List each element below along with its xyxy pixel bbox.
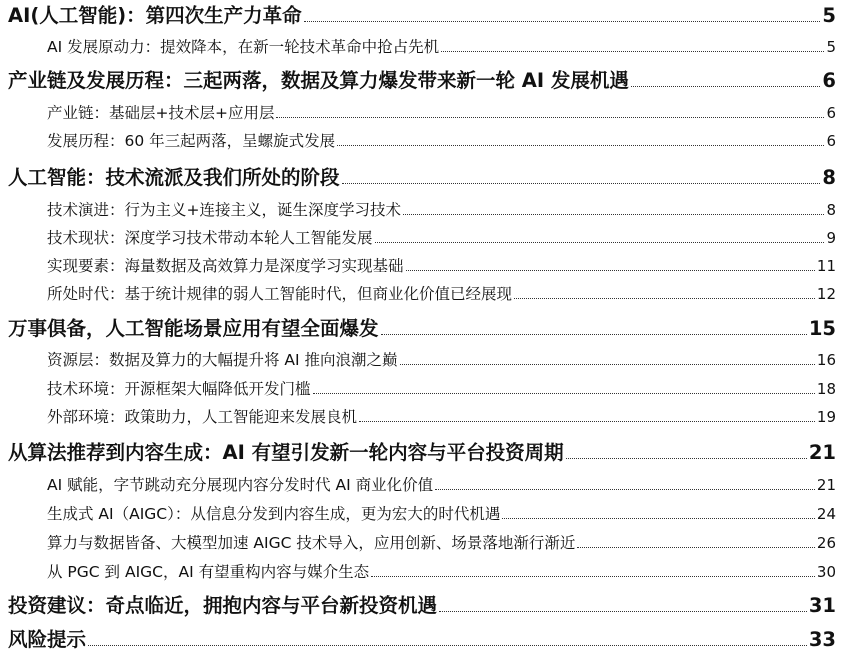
toc-entry-page: 9 [826,229,836,247]
toc-entry-title: 技术现状：深度学习技术带动本轮人工智能发展 [47,229,373,247]
dot-leader [441,51,824,52]
toc-entry-page: 19 [816,408,836,426]
dot-leader [566,458,807,459]
dot-leader [342,183,821,184]
toc-entry-title: AI 赋能，字节跳动充分展现内容分发时代 AI 商业化价值 [47,476,434,494]
toc-entry-level2[interactable] [0,102,855,124]
toc-entry-title: 产业链：基础层+技术层+应用层 [47,104,275,122]
toc-entry-level2[interactable] [0,474,855,496]
toc-entry-page: 11 [816,257,836,275]
toc-entry-title: 从 PGC 到 AIGC，AI 有望重构内容与媒介生态 [47,563,370,581]
toc-entry-title: 技术演进：行为主义+连接主义，诞生深度学习技术 [47,201,401,219]
toc-entry-title: 实现要素：海量数据及高效算力是深度学习实现基础 [47,257,404,275]
dot-leader [381,334,807,335]
dot-leader [375,242,825,243]
toc-entry-page: 16 [816,351,836,369]
toc-entry-title: 从算法推荐到内容生成：AI 有望引发新一轮内容与平台投资周期 [8,441,564,464]
toc-entry-title: AI 发展原动力：提效降本，在新一轮技术革命中抢占先机 [47,38,440,56]
toc-entry-level1[interactable] [0,627,855,653]
toc-entry-level1[interactable] [0,316,855,342]
toc-entry-level2[interactable] [0,561,855,583]
dot-leader [502,518,815,519]
toc-entry-page: 5 [826,38,836,56]
toc-entry-level1[interactable] [0,440,855,466]
toc-entry-page: 15 [808,317,836,340]
toc-entry-title: 生成式 AI（AIGC）：从信息分发到内容生成，更为宏大的时代机遇 [47,505,501,523]
toc-entry-level2[interactable] [0,378,855,400]
toc-entry-level2[interactable] [0,406,855,428]
toc-entry-page: 6 [826,132,836,150]
toc-entry-level2[interactable] [0,532,855,554]
toc-entry-title: 人工智能：技术流派及我们所处的阶段 [8,166,340,189]
toc-entry-level1[interactable] [0,165,855,191]
dot-leader [577,547,815,548]
toc-entry-page: 8 [826,201,836,219]
toc-entry-level1[interactable] [0,593,855,619]
toc-entry-title: AI(人工智能)：第四次生产力革命 [8,4,302,27]
toc-entry-level2[interactable] [0,349,855,371]
toc-entry-page: 6 [826,104,836,122]
toc-entry-page: 12 [816,285,836,303]
toc-entry-title: 万事俱备，人工智能场景应用有望全面爆发 [8,317,379,340]
toc-entry-level1[interactable] [0,68,855,94]
toc-entry-page: 8 [822,166,836,189]
toc-entry-title: 算力与数据皆备、大模型加速 AIGC 技术导入，应用创新、场景落地渐行渐近 [47,534,576,552]
toc-entry-title: 发展历程：60 年三起两落，呈螺旋式发展 [47,132,336,150]
dot-leader [406,270,815,271]
dot-leader [514,298,815,299]
toc-entry-level2[interactable] [0,227,855,249]
dot-leader [337,145,824,146]
toc-entry-level2[interactable] [0,130,855,152]
toc-entry-page: 21 [816,476,836,494]
toc-entry-level2[interactable] [0,36,855,58]
toc-entry-title: 资源层：数据及算力的大幅提升将 AI 推向浪潮之巅 [47,351,398,369]
toc-entry-page: 33 [808,628,836,651]
dot-leader [631,86,820,87]
dot-leader [313,393,815,394]
toc-entry-title: 风险提示 [8,628,87,651]
dot-leader [435,489,815,490]
toc-entry-level1[interactable] [0,3,855,29]
dot-leader [276,117,824,118]
toc-entry-level2[interactable] [0,283,855,305]
dot-leader [439,611,807,612]
toc-entry-title: 技术环境：开源框架大幅降低开发门槛 [47,380,311,398]
toc-entry-level2[interactable] [0,199,855,221]
toc-entry-page: 24 [816,505,836,523]
dot-leader [371,576,815,577]
toc-entry-page: 5 [822,4,836,27]
toc-entry-page: 6 [822,69,836,92]
toc-entry-title: 所处时代：基于统计规律的弱人工智能时代，但商业化价值已经展现 [47,285,513,303]
toc-entry-title: 投资建议：奇点临近，拥抱内容与平台新投资机遇 [8,594,438,617]
toc-entry-level2[interactable] [0,255,855,277]
toc-entry-page: 30 [816,563,836,581]
toc-entry-level2[interactable] [0,503,855,525]
dot-leader [359,421,815,422]
toc-entry-page: 21 [808,441,836,464]
dot-leader [403,214,824,215]
toc-entry-page: 26 [816,534,836,552]
dot-leader [400,364,815,365]
dot-leader [304,21,821,22]
dot-leader [88,645,807,646]
toc-entry-page: 18 [816,380,836,398]
toc-entry-title: 外部环境：政策助力，人工智能迎来发展良机 [47,408,358,426]
toc-entry-page: 31 [808,594,836,617]
toc-entry-title: 产业链及发展历程：三起两落，数据及算力爆发带来新一轮 AI 发展机遇 [8,69,629,92]
